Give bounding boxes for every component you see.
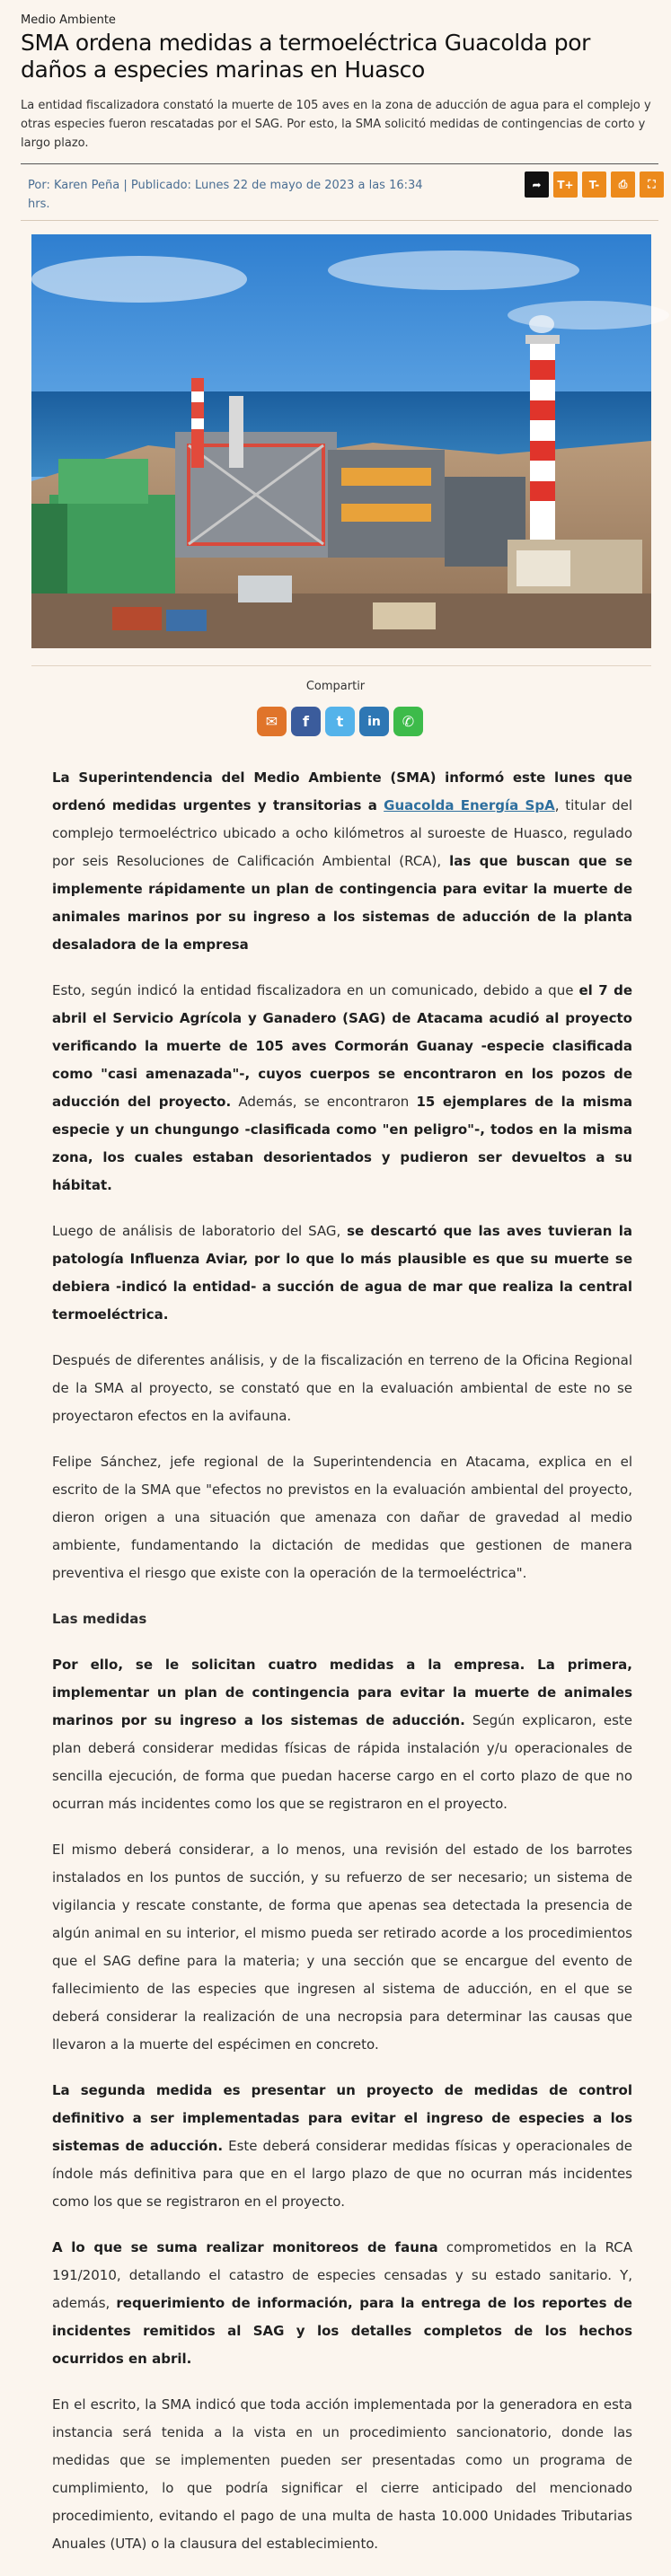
twitter-share-icon[interactable]: t bbox=[325, 707, 355, 736]
divider bbox=[21, 163, 658, 164]
email-share-icon[interactable]: ✉ bbox=[257, 707, 287, 736]
divider bbox=[31, 665, 651, 666]
paragraph-text: , titular del complejo termoeléctrico ubicado a ocho kilómetros al suroeste de Huasco, regulado por seis Resoluciones de Calificación Ambiental (RCA), bbox=[52, 797, 633, 869]
paragraph-text: Luego de análisis de laboratorio del SAG, bbox=[52, 1223, 348, 1239]
paragraph: El mismo deberá considerar, a lo menos, una revisión del estado de los barrotes instalados en los puntos de succión, y su refuerzo de ser necesario; un sistema de vigilancia y rescate constante, de forma que apenas sea detectada la presencia de algún animal en su interior, el mismo pueda ser retirado acorde a los procedimientos que el SAG define para la materia; y una sección que se encargue del evento de fallecimiento de las especies que ingresen al sistema de aducción, en el que se deberá considerar la realización de una necropsia para determinar las causas que llevaron a la muerte del espécimen en concreto. bbox=[52, 1842, 632, 2053]
paragraph-bold: el 7 de abril el Servicio Agrícola y Ganadero (SAG) de Atacama acudió al proyecto verificando la muerte de 105 aves Cormorán Guanay -especie clasificada como "casi amenazada"-, cuyos cuerpos se encontraron en los pozos de aducción del proyecto. bbox=[52, 982, 632, 1110]
paragraph-bold: A lo que se suma realizar monitoreos de fauna bbox=[52, 2239, 438, 2255]
article-toolbar bbox=[525, 171, 664, 198]
paragraph-text: Además, se encontraron bbox=[231, 1094, 417, 1110]
linkedin-share-icon[interactable]: in bbox=[359, 707, 389, 736]
share-arrow-button[interactable]: ➦ bbox=[525, 171, 549, 198]
paragraph-bold: requerimiento de información, para la entrega de los reportes de incidentes remitidos al SAG y los detalles completos de los hechos ocurridos en abril. bbox=[52, 2295, 632, 2367]
print-button[interactable]: ⎙ bbox=[611, 171, 635, 198]
paragraph-text: Esto, según indicó la entidad fiscalizadora en un comunicado, debido a que bbox=[52, 982, 579, 998]
decrease-text-button[interactable]: T- bbox=[582, 171, 606, 198]
article-title: SMA ordena medidas a termoeléctrica Guacolda por daños a especies marinas en Huasco bbox=[21, 30, 591, 83]
paragraph-bold: Por ello, se le solicitan cuatro medidas a la empresa. La primera, implementar un plan de contingencia para evitar la muerte de animales marinos por su ingreso a los sistemas de aducción. bbox=[52, 1657, 632, 1728]
divider bbox=[21, 220, 658, 221]
whatsapp-share-icon[interactable]: ✆ bbox=[393, 707, 423, 736]
paragraph: Después de diferentes análisis, y de la fiscalización en terreno de la Oficina Regional de la SMA al proyecto, se constató que en la evaluación ambiental de este no se proyectaron efectos en la avifauna. bbox=[52, 1352, 632, 1424]
subheading: Las medidas bbox=[52, 1611, 147, 1627]
facebook-share-icon[interactable]: f bbox=[291, 707, 321, 736]
paragraph-text: Este deberá considerar medidas físicas y operacionales de índole más definitiva para que en el largo plazo de que no ocurran más incidentes como los que se registraron en el proyecto. bbox=[52, 2138, 632, 2210]
paragraph bbox=[52, 1651, 632, 1818]
article-lead: La entidad fiscalizadora constató la muerte de 105 aves en la zona de aducción de agua para el complejo y otras especies fueron rescatadas por el SAG. Por esto, la SMA solicitó medidas de contingencias de corto y largo plazo. bbox=[21, 99, 651, 150]
share-label: Compartir bbox=[305, 680, 366, 693]
paragraph bbox=[52, 977, 632, 1200]
increase-text-button[interactable]: T+ bbox=[553, 171, 578, 198]
paragraph bbox=[52, 764, 632, 959]
byline: Por: Karen Peña | Publicado: Lunes 22 de mayo de 2023 a las 16:34 hrs. bbox=[28, 179, 423, 211]
section-label[interactable]: Medio Ambiente bbox=[21, 13, 116, 27]
article-body bbox=[52, 764, 632, 2576]
paragraph-bold: La segunda medida es presentar un proyecto de medidas de control definitivo a ser implementadas para evitar el ingreso de especies a los sistemas de aducción. bbox=[52, 2082, 632, 2154]
paragraph bbox=[52, 1218, 632, 1329]
company-link[interactable]: Guacolda Energía SpA bbox=[384, 797, 555, 813]
fullscreen-button[interactable]: ⛶ bbox=[640, 171, 664, 198]
paragraph: Felipe Sánchez, jefe regional de la Superintendencia en Atacama, explica en el escrito de la SMA que "efectos no previstos en la evaluación ambiental del proyecto, dieron origen a una situación que amenaza con dañar de gravedad al medio ambiente, fundamentando la dictación de medidas que gestionen de manera preventiva el riesgo que existe con la operación de la termoeléctrica". bbox=[52, 1454, 632, 1581]
paragraph bbox=[52, 2234, 632, 2373]
paragraph-bold: se descartó que las aves tuvieran la patología Influenza Aviar, por lo que lo más plausible es que su muerte se debiera -indicó la entidad- a succión de agua de mar que realiza la central termoeléctrica. bbox=[52, 1223, 632, 1323]
article-photo bbox=[31, 234, 651, 648]
paragraph bbox=[52, 2077, 632, 2216]
power-plant-photo bbox=[31, 234, 651, 648]
paragraph-text: Según explicaron, este plan deberá considerar medidas físicas de rápida instalación y/u operacionales de sencilla ejecución, de forma que puedan hacerse cargo en el corto plazo de que no ocurran más incidentes como los que se registraron en el proyecto. bbox=[52, 1712, 633, 1812]
paragraph: En el escrito, la SMA indicó que toda acción implementada por la generadora en esta instancia será tenida a la vista en un procedimiento sancionatorio, donde las medidas que se implementen pueden ser presentadas como un programa de cumplimiento, lo que podría significar el cierre anticipado del mencionado procedimiento, evitando el pago de una multa de hasta 10.000 Unidades Tributarias Anuales (UTA) o la clausura del establecimiento. bbox=[52, 2396, 632, 2552]
paragraph-bold: 15 ejemplares de la misma especie y un chungungo -clasificada como "en peligro"-, todos en la misma zona, los cuales estaban desorientados y pudieron ser devueltos a su hábitat. bbox=[52, 1094, 633, 1193]
paragraph-bold: las que buscan que se implemente rápidamente un plan de contingencia para evitar la muerte de animales marinos por su ingreso a los sistemas de aducción de la planta desaladora de la empresa bbox=[52, 853, 632, 953]
share-bar bbox=[257, 707, 423, 736]
paragraph-text: comprometidos en la RCA 191/2010, detallando el catastro de especies censadas y su estado sanitario. Y, además, bbox=[52, 2239, 632, 2311]
paragraph-bold: La Superintendencia del Medio Ambiente (SMA) informó este lunes que ordenó medidas urgentes y transitorias a bbox=[52, 769, 632, 813]
